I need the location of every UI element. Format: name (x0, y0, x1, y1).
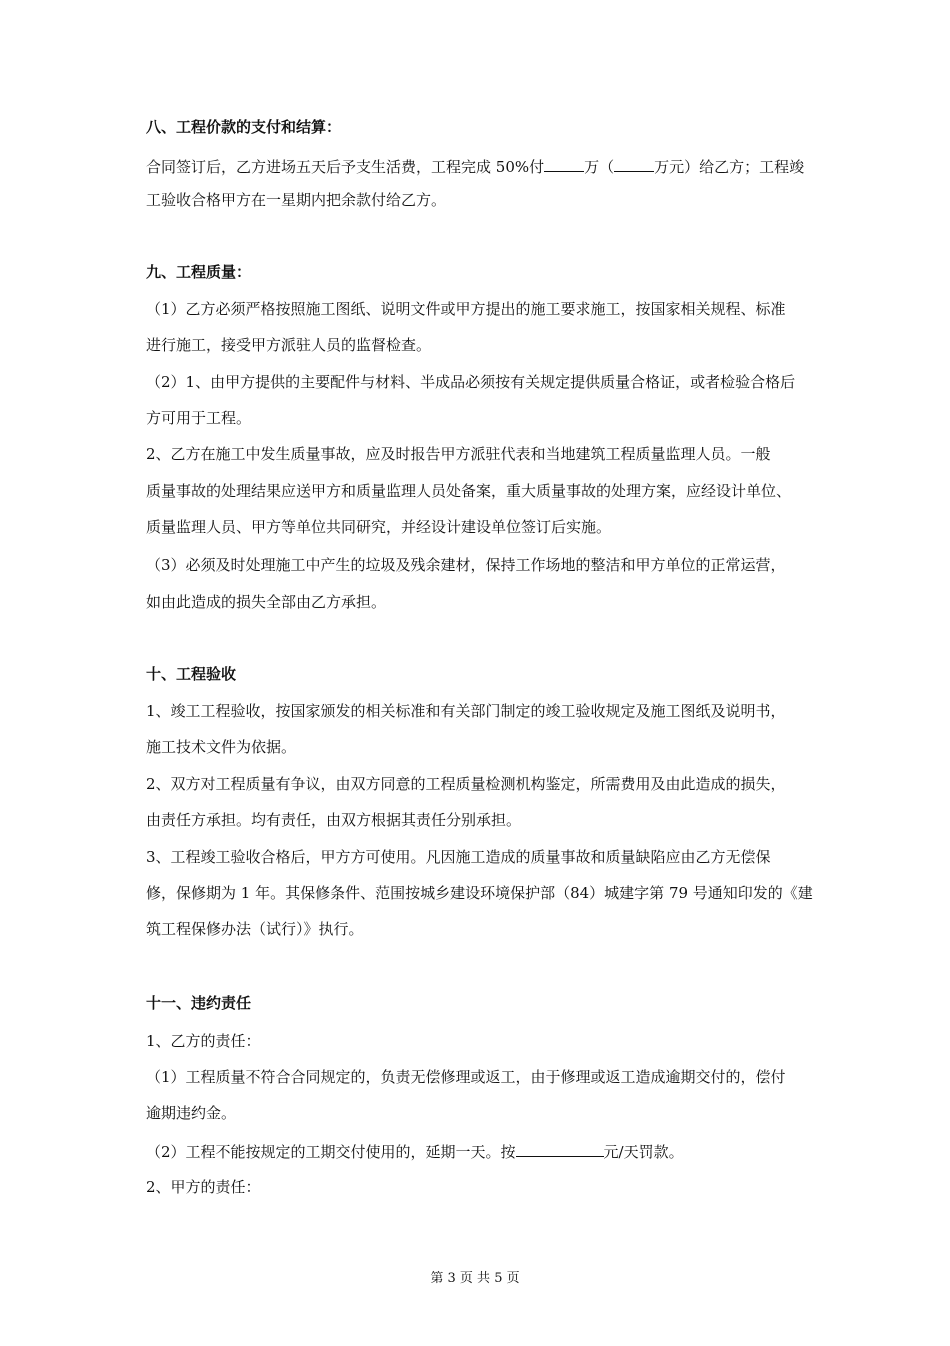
section-11-line-4-part-a: （2）工程不能按规定的工期交付使用的，延期一天。按 (146, 1143, 516, 1161)
section-8-line-1-part-b: 万（ (584, 158, 615, 176)
section-11-line-4 (146, 1140, 811, 1162)
section-8-line-1-part-a: 合同签订后，乙方进场五天后予支生活费，工程完成 50%付 (146, 158, 545, 176)
section-9-p2-line-2: 方可用于工程。 (146, 409, 252, 427)
section-11-title: 十一、违约责任 (146, 994, 252, 1012)
section-10-p2-line-1: 2、双方对工程质量有争议，由双方同意的工程质量检测机构鉴定，所需费用及由此造成的损失， (146, 775, 786, 793)
penalty-amount-blank (516, 1140, 604, 1157)
section-11-line-2: （1）工程质量不符合合同规定的，负责无偿修理或返工，由于修理或返工造成逾期交付的，偿付 (146, 1068, 786, 1086)
section-8-line-1 (146, 155, 811, 177)
section-9-title: 九、工程质量： (146, 263, 252, 281)
section-8-title: 八、工程价款的支付和结算： (146, 118, 342, 136)
section-8-line-2: 工验收合格甲方在一星期内把余款付给乙方。 (146, 191, 447, 209)
section-10-p1-line-1: 1、竣工工程验收，按国家颁发的相关标准和有关部门制定的竣工验收规定及施工图纸及说明书， (146, 702, 786, 720)
section-9-p1-line-1: （1）乙方必须严格按照施工图纸、说明文件或甲方提出的施工要求施工，按国家相关规程、标准 (146, 300, 786, 318)
section-8-line-1-part-c: 万元）给乙方；工程竣 (654, 158, 805, 176)
section-9-p3-line-2: 质量事故的处理结果应送甲方和质量监理人员处备案，重大质量事故的处理方案，应经设计单位、 (146, 482, 792, 500)
section-10-title: 十、工程验收 (146, 665, 237, 683)
section-9-p3-line-1: 2、乙方在施工中发生质量事故，应及时报告甲方派驻代表和当地建筑工程质量监理人员。一般 (146, 445, 771, 463)
section-11-line-1: 1、乙方的责任： (146, 1032, 261, 1050)
section-10-p3-line-3: 筑工程保修办法（试行）》执行。 (146, 920, 364, 938)
section-9-p1-line-2: 进行施工，接受甲方派驻人员的监督检查。 (146, 336, 432, 354)
section-9-p3-line-3: 质量监理人员、甲方等单位共同研究，并经设计建设单位签订后实施。 (146, 518, 612, 536)
amount-blank-2 (614, 155, 654, 172)
page-number-footer: 第 3 页 共 5 页 (430, 1271, 520, 1286)
section-11-line-3: 逾期违约金。 (146, 1104, 237, 1122)
section-10-p2-line-2: 由责任方承担。均有责任，由双方根据其责任分别承担。 (146, 811, 522, 829)
section-11-line-4-part-b: 元/天罚款。 (603, 1143, 684, 1161)
section-9-p4-line-1: （3）必须及时处理施工中产生的垃圾及残余建材，保持工作场地的整洁和甲方单位的正常运营， (146, 556, 786, 574)
section-11-line-5: 2、甲方的责任： (146, 1178, 261, 1196)
section-9-p4-line-2: 如由此造成的损失全部由乙方承担。 (146, 593, 387, 611)
section-9-p2-line-1: （2）1、由甲方提供的主要配件与材料、半成品必须按有关规定提供质量合格证，或者检验合格后 (146, 373, 796, 391)
section-10-p3-line-1: 3、工程竣工验收合格后，甲方方可使用。凡因施工造成的质量事故和质量缺陷应由乙方无偿保 (146, 848, 771, 866)
section-10-p3-line-2: 修，保修期为 1 年。其保修条件、范围按城乡建设环境保护部（84）城建字第 79 号通知印发的《建 (146, 884, 813, 902)
section-10-p1-line-2: 施工技术文件为依据。 (146, 738, 297, 756)
amount-blank-1 (544, 155, 584, 172)
